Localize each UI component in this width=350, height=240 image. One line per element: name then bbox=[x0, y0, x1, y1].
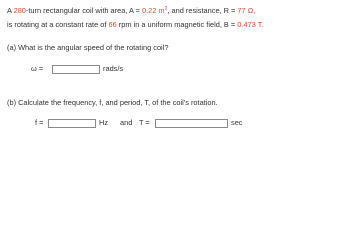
frequency-unit: Hz bbox=[99, 118, 109, 127]
and-text: and bbox=[120, 118, 133, 127]
period-unit: sec bbox=[231, 118, 243, 127]
omega-label: ω = bbox=[31, 64, 44, 73]
problem-text: A bbox=[7, 6, 14, 15]
period-input[interactable] bbox=[155, 119, 228, 128]
frequency-label: f = bbox=[35, 118, 44, 127]
angular-speed-input[interactable] bbox=[52, 65, 100, 74]
turns-value: 280 bbox=[13, 6, 26, 15]
problem-text: is rotating at a constant rate of bbox=[7, 20, 109, 29]
rpm-value: 66 bbox=[108, 20, 117, 29]
part-a-question: (a) What is the angular speed of the rotating coil? bbox=[7, 43, 169, 52]
frequency-input[interactable] bbox=[48, 119, 96, 128]
part-b-question: (b) Calculate the frequency, f, and period, T, of the coil's rotation. bbox=[7, 98, 218, 107]
period-label: T = bbox=[139, 118, 150, 127]
resistance-value: 77 Ω, bbox=[237, 6, 256, 15]
problem-text: -turn rectangular coil with area, A = bbox=[25, 6, 142, 15]
angular-speed-unit: rads/s bbox=[103, 64, 124, 73]
problem-line-2 bbox=[7, 20, 263, 30]
problem-text: rpm in a uniform magnetic field, B = bbox=[116, 20, 238, 29]
problem-text: , and resistance, R = bbox=[167, 6, 238, 15]
area-value: 0.22 $m^2$ bbox=[141, 6, 168, 15]
magnetic-field-value: 0.473 T. bbox=[237, 20, 264, 29]
problem-line-1 bbox=[7, 6, 255, 16]
